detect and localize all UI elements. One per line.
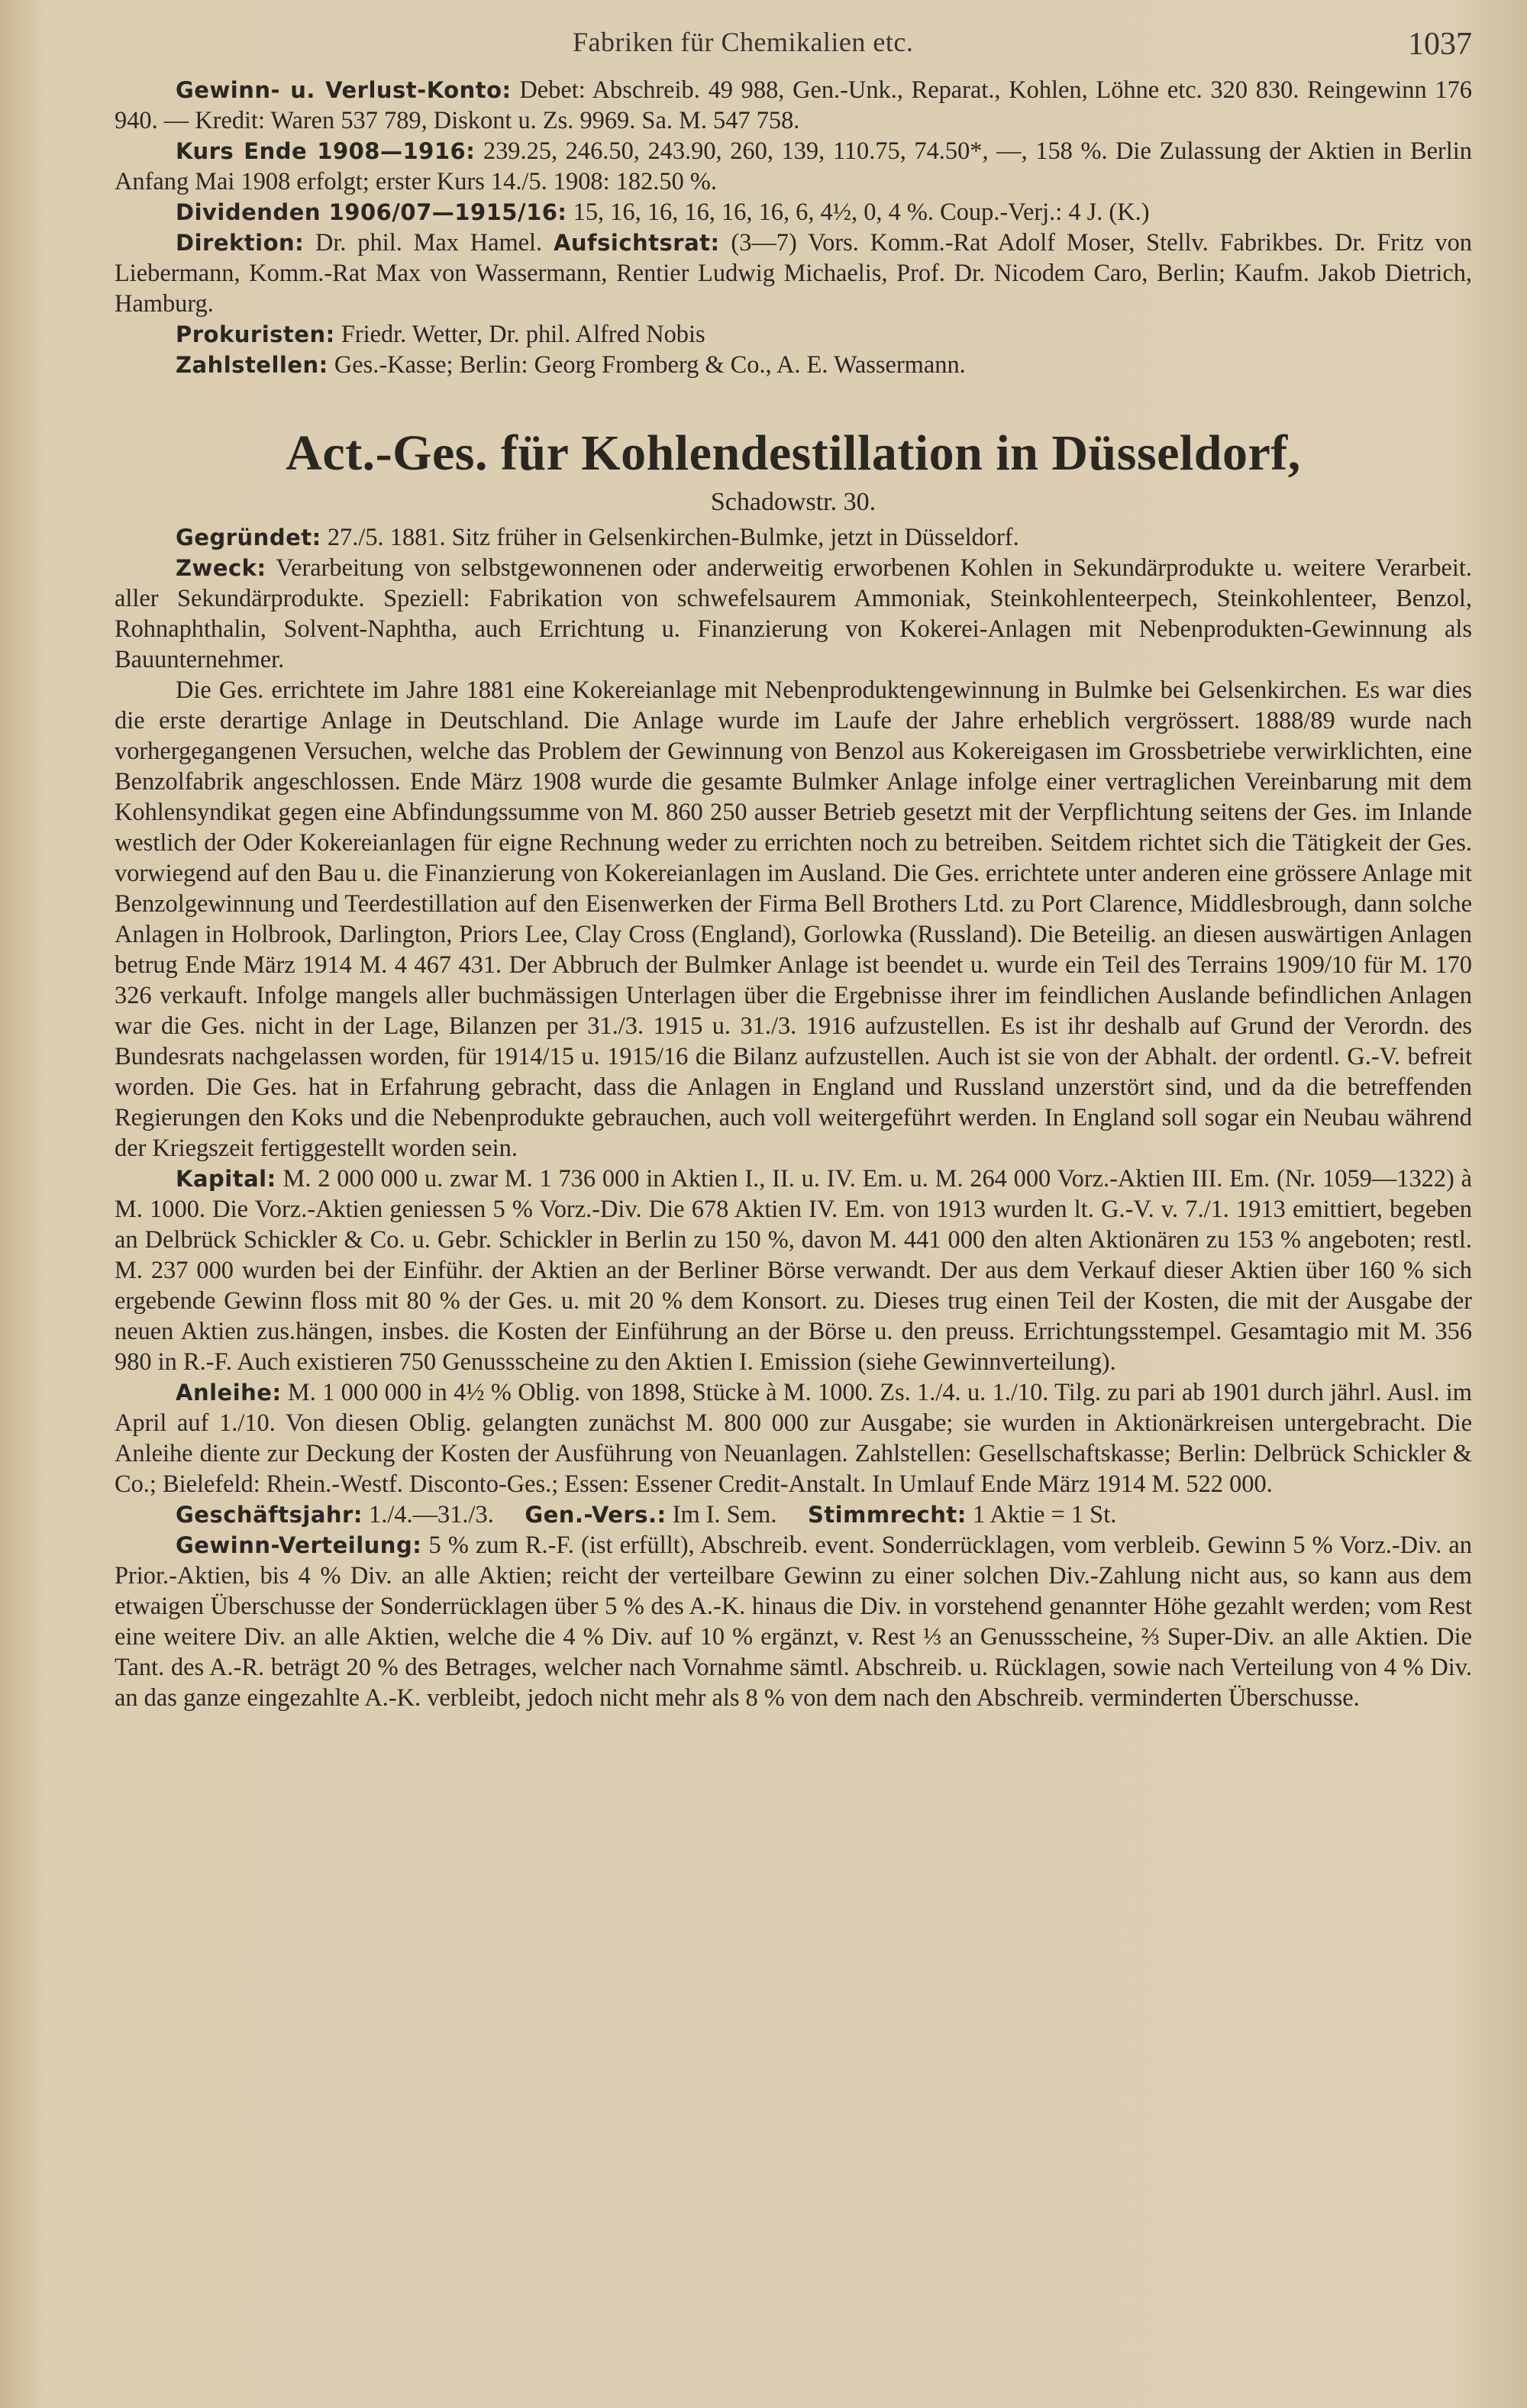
stimmrecht-text: 1 Aktie = 1 St. <box>972 1501 1117 1528</box>
direktion-text: Dr. phil. Max Hamel. <box>315 229 543 257</box>
aufsichtsrat-label: Aufsichtsrat: <box>553 230 720 256</box>
running-head <box>115 21 1472 75</box>
gewinn-verteilung-text: 5 % zum R.-F. (ist erfüllt), Abschreib. event. Sonderrücklagen, vom verbleib. Gewinn 5 % Vorz.-Div. an Prior.-Aktien, bis 4 % Div. an alle Aktien; reicht der verteilbare Gewinn zu einer solchen Div.-Zahlung nicht aus, so kann aus dem etwaigen Überschusse der Sonderrücklagen über 5 % des A.-K. hinaus die Div. in vorstehend genannter Höhe gezahlt werden; vom Rest eine weitere Div. an alle Aktien, welche die 4 % Div. auf 10 % ergänzt, v. Rest ⅓ an Genussscheine, ⅔ Super-Div. an alle Aktien. Die Tant. des A.-R. beträgt 20 % des Betrages, welcher nach Vornahme sämtl. Abschreib. u. Rücklagen, sowie nach Verteilung von 4 % Div. an das ganze eingezahlte A.-K. verbleibt, jedoch nicht mehr als 8 % von dem nach den Abschreib. verminderten Überschusse. <box>115 1532 1472 1712</box>
gewinn-verlust-paragraph <box>115 75 1472 136</box>
kurs-text: 239.25, 246.50, 243.90, 260, 139, 110.75, 74.50*, —, 158 %. Die Zulassung der Aktien in Berlin Anfang Mai 1908 erfolgt; erster Kurs 14./5. 1908: 182.50 %. <box>115 137 1472 195</box>
kurs-paragraph <box>115 136 1472 197</box>
gegruendet-text: 27./5. 1881. Sitz früher in Gelsenkirchen-Bulmke, jetzt in Düsseldorf. <box>327 524 1019 551</box>
prokuristen-label: Prokuristen: <box>176 321 335 347</box>
dividenden-label: Dividenden 1906/07—1915/16: <box>176 199 567 225</box>
zahlstellen-text: Ges.-Kasse; Berlin: Georg Fromberg & Co., A. E. Wassermann. <box>334 351 966 379</box>
gen-vers-text: Im I. Sem. <box>672 1501 777 1528</box>
direktion-paragraph <box>115 228 1472 319</box>
page-number: 1037 <box>1408 27 1472 62</box>
running-head-title: Fabriken für Chemikalien etc. <box>573 27 914 57</box>
gewinn-verlust-label: Gewinn- u. Verlust-Konto: <box>176 77 512 103</box>
gegruendet-paragraph <box>115 522 1472 553</box>
previous-company-section <box>115 75 1472 380</box>
gewinn-verteilung-label: Gewinn-Verteilung: <box>176 1532 422 1558</box>
company-title: Act.-Ges. für Kohlendestillation in Düsseldorf, <box>286 425 1301 481</box>
company-address: Schadowstr. 30. <box>710 488 876 516</box>
direktion-label: Direktion: <box>176 230 305 256</box>
gewinn-verteilung-paragraph <box>115 1530 1472 1713</box>
kapital-paragraph <box>115 1164 1472 1377</box>
kurs-label: Kurs Ende 1908—1916: <box>176 138 476 164</box>
gewinn-verlust-text: Debet: Abschreib. 49 988, Gen.-Unk., Reparat., Kohlen, Löhne etc. 320 830. Reingewinn 176 940. — Kredit: Waren 537 789, Diskont u. Zs. 9969. Sa. M. 547 758. <box>115 76 1473 134</box>
geschaeftsjahr-label: Geschäftsjahr: <box>176 1502 363 1528</box>
company-section <box>115 421 1472 1713</box>
geschaeftsjahr-text: 1./4.—31./3. <box>369 1501 494 1528</box>
kapital-text: M. 2 000 000 u. zwar M. 1 736 000 in Aktien I., II. u. IV. Em. u. M. 264 000 Vorz.-Aktien III. Em. (Nr. 1059—1322) à M. 1000. Die Vorz.-Aktien geniessen 5 % Vorz.-Div. Die 678 Aktien IV. Em. von 1913 wurden lt. G.-V. v. 7./1. 1913 emittiert, begeben an Delbrück Schickler & Co. u. Gebr. Schickler in Berlin zu 150 %, davon M. 441 000 den alten Aktionären zu 153 % angeboten; restl. M. 237 000 wurden bei der Einführ. der Aktien an der Berliner Börse verwandt. Der aus dem Verkauf dieser Aktien über 160 % sich ergebende Gewinn floss mit 80 % der Ges. u. mit 20 % dem Konsort. zu. Dieses trug einen Teil der Kosten, die mit der Ausgabe der neuen Aktien zus.hängen, insbes. die Kosten der Einführung an der Börse u. den preuss. Errichtungsstempel. Gesamtagio mit M. 356 980 in R.-F. Auch existieren 750 Genussscheine zu den Aktien I. Emission (siehe Gewinnverteilung). <box>115 1165 1472 1376</box>
gegruendet-label: Gegründet: <box>176 525 321 550</box>
zweck-label: Zweck: <box>176 555 266 581</box>
dividenden-text: 15, 16, 16, 16, 16, 16, 6, 4½, 0, 4 %. Coup.-Verj.: 4 J. (K.) <box>573 199 1150 226</box>
stimmrecht-label: Stimmrecht: <box>807 1502 967 1528</box>
zahlstellen-label: Zahlstellen: <box>176 352 328 378</box>
gen-vers-label: Gen.-Vers.: <box>525 1502 667 1528</box>
anleihe-label: Anleihe: <box>176 1380 282 1406</box>
prokuristen-text: Friedr. Wetter, Dr. phil. Alfred Nobis <box>341 321 705 348</box>
prokuristen-paragraph <box>115 319 1472 350</box>
geschaeftsjahr-paragraph <box>115 1499 1472 1530</box>
dividenden-paragraph <box>115 197 1472 228</box>
kapital-label: Kapital: <box>176 1166 276 1192</box>
zweck-text: Verarbeitung von selbstgewonnenen oder anderweitig erworbenen Kohlen in Sekundärprodukte u. weitere Verarbeit. aller Sekundärprodukte. Speziell: Fabrikation von schwefelsaurem Ammoniak, Steinkohlenteerpech, Steinkohlenteer, Benzol, Rohnaphthalin, Solvent-Naphtha, auch Errichtung u. Finanzierung von Kokerei-Anlagen mit Nebenprodukten-Gewinnung als Bauunternehmer. <box>115 554 1473 673</box>
anleihe-text: M. 1 000 000 in 4½ % Oblig. von 1898, Stücke à M. 1000. Zs. 1./4. u. 1./10. Tilg. zu pari ab 1901 durch jährl. Ausl. im April auf 1./10. Von diesen Oblig. gelangten zunächst M. 800 000 zur Ausgabe; sie wurden in Aktionärkreisen untergebracht. Die Anleihe diente zur Deckung der Kosten der Ausführung von Neuanlagen. Zahlstellen: Gesellschaftskasse; Berlin: Delbrück Schickler & Co.; Bielefeld: Rhein.-Westf. Disconto-Ges.; Essen: Essener Credit-Anstalt. In Umlauf Ende März 1914 M. 522 000. <box>115 1379 1472 1498</box>
history-paragraph: Die Ges. errichtete im Jahre 1881 eine Kokereianlage mit Nebenproduktengewinnung in Bulmke bei Gelsenkirchen. Es war dies die erste derartige Anlage in Deutschland. Die Anlage wurde im Laufe der Jahre erheblich vergrössert. 1888/89 wurde nach vorhergegangenen Versuchen, welche das Problem der Gewinnung von Benzol aus Kokereigasen im Grossbetriebe verwirklichten, eine Benzolfabrik angeschlossen. Ende März 1908 wurde die gesamte Bulmker Anlage infolge einer vertraglichen Vereinbarung mit dem Kohlensyndikat gegen eine Abfindungssumme von M. 860 250 ausser Betrieb gesetzt mit der Verpflichtung seitens der Ges. im Inlande westlich der Oder Kokereianlagen für eigne Rechnung weder zu errichten noch zu betreiben. Seitdem richtet sich die Tätigkeit der Ges. vorwiegend auf den Bau u. die Finanzierung von Kokereianlagen im Ausland. Die Ges. errichtete unter anderen eine grössere Anlage mit Benzolgewinnung und Teerdestillation auf den Eisenwerken der Firma Bell Brothers Ltd. zu Port Clarence, Middlesbrough, dann solche Anlagen in Holbrook, Darlington, Priors Lee, Clay Cross (England), Gorlowka (Russland). Die Beteilig. an diesen auswärtigen Anlagen betrug Ende März 1914 M. 4 467 431. Der Abbruch der Bulmker Anlage ist beendet u. wurde ein Teil des Terrains 1909/10 für M. 170 326 verkauft. Infolge mangels aller buchmässigen Unterlagen über die Ergebnisse ihrer im feindlichen Auslande befindlichen Anlagen war die Ges. nicht in der Lage, Bilanzen per 31./3. 1915 u. 31./3. 1916 aufzustellen. Es ist ihr deshalb auf Grund der Verordn. des Bundesrats nachgelassen worden, für 1914/15 u. 1915/16 die Bilanz aufzustellen. Auch ist sie von der Abhalt. der ordentl. G.-V. befreit worden. Die Ges. hat in Erfahrung gebracht, dass die Anlagen in England und Russland unzerstört sind, und da die betreffenden Regierungen den Koks und die Nebenprodukte gebrauchen, auch voll weitergeführt werden. In England soll sogar ein Neubau während der Kriegszeit fertiggestellt worden sein. <box>115 676 1472 1162</box>
aufsichtsrat-text: (3—7) Vors. Komm.-Rat Adolf Moser, Stellv. Fabrikbes. Dr. Fritz von Liebermann, Komm.-Rat Max von Wassermann, Rentier Ludwig Michaelis, Prof. Dr. Nicodem Caro, Berlin; Kaufm. Jakob Dietrich, Hamburg. <box>115 229 1472 318</box>
zweck-paragraph <box>115 553 1472 675</box>
zahlstellen-paragraph <box>115 350 1472 380</box>
anleihe-paragraph <box>115 1377 1472 1499</box>
